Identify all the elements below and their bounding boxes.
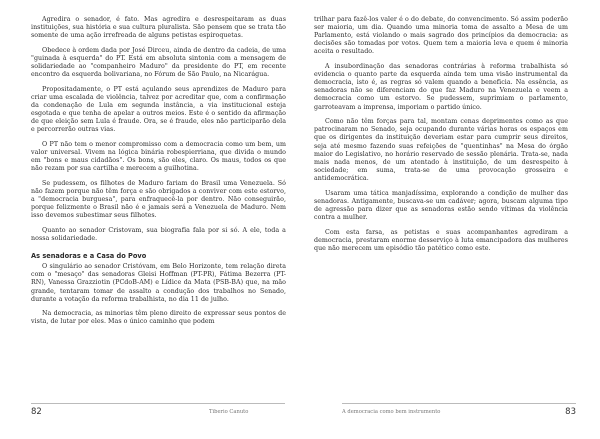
paragraph: A insubordinação das senadoras contrárias à reforma trabalhista só evidencia o quanto parte da esquerda ainda tem uma visão instrumental da democracia, isto é, as regras só valem quando a beneficia. Na essência, as senadoras não se diferenciam do que faz Maduro na Venezuela e veem a democracia como um estorvo. Se pudessem, suprimiam o parlamento, garroteavam a imprensa, imporiam o partido único. — [314, 63, 568, 111]
page-number: 82 — [31, 407, 42, 417]
paragraph: Como não têm forças para tal, montam cenas deprimentes como as que patrocinaram no Senado, seja ocupando durante várias horas os espaços em que os dirigentes da instituição deveriam estar para cumprir seus direitos, seja até mesmo fazendo suas refeições de "quentinhas" na Mesa do órgão maior do Legislativo, no horário reservado de sessão plenária. Trata-se, nada mais nada menos, de um atentado à instituição, de um desrespeito à sociedade; em suma, trata-se de uma provocação grosseira e antidemocrática. — [314, 118, 568, 182]
paragraph: Na democracia, as minorias têm pleno direito de expressar seus pontos de vista, de lutar por eles. Mas o único caminho que podem — [31, 310, 286, 326]
paragraph: Usaram uma tática manjadíssima, explorando a condição de mulher das senadoras. Antigamente, buscava-se um cadáver; agora, buscam alguma tipo de agressão para dizer que as senadoras estão sendo vítimas da violência contra a mulher. — [314, 189, 568, 221]
paragraph: Com esta farsa, as petistas e suas acompanhantes agrediram a democracia, prestaram enorme desserviço à luta emancipadora das mulheres que não merecem um episódio tão patético como este. — [314, 228, 568, 252]
right-footer — [342, 403, 576, 418]
paragraph: trilhar para fazê-los valer é o do debate, do convencimento. Só assim poderão ser maioria, um dia. Quando uma minoria toma de assalto a Mesa de um Parlamento, está violando o mais sagrado dos princípios da democracia: as decisões são tomadas por votos. Quem tem a maioria leva e quem é minoria aceita o resultado. — [314, 16, 568, 56]
left-footer — [31, 403, 285, 418]
paragraph: O singulário ao senador Cristóvam, em Belo Horizonte, tem relação direta com o "mesaço" das senadoras Gleisi Hoffman (PT-PR), Fátima Bezerra (PT-RN), Vanessa Grazziotin (PCdoB-AM) e Lídice da Mata (PSB-BA) que, na mão grande, tentaram tomar de assalto a condução dos trabalhos no Senado, durante a votação da reforma trabalhista, no dia 11 de julho. — [31, 263, 286, 303]
paragraph: Se pudessem, os filhotes de Maduro fariam do Brasil uma Venezuela. Só não fazem porque não têm força e são obrigados a conviver com este estorvo, a "democracia burguesa", para enfraquecê-la por dentro. Não conseguirão, porque felizmente o Brasil não é e jamais será a Venezuela de Maduro. Nem isso devemos subestimar seus filhotes. — [31, 179, 286, 220]
paragraph: O PT não tem o menor compromisso com a democracia como um bem, um valor universal. Vivem na lógica binária robespierriana, que divida o mundo em "bons e maus cidadãos". Os bons, são eles, claro. Os maus, todos os que não rezam por sua cartilha e merecem a guilhotina. — [31, 141, 286, 173]
section-heading: As senadoras e a Casa do Povo — [31, 252, 147, 261]
paragraph: Quanto ao senador Cristovam, sua biografia fala por si só. A ele, toda a nossa solidariedade. — [31, 227, 286, 243]
right-page — [300, 0, 600, 439]
paragraph: Obedece à ordem dada por José Dirceu, ainda de dentro da cadeia, de uma "guinada à esquerda" do PT. Está em absoluta sintonia com a mensagem de solidariedade ao "companheiro Maduro" da presidente do PT, em recente encontro da esquerda bolivariana, no Fórum de São Paulo, na Nicarágua. — [31, 46, 286, 79]
running-head: Tiberio Canuto — [209, 409, 249, 415]
paragraph: Agredira o senador, é fato. Mas agredira e desrespeitaram as duas instituições, sua história e sua cultura pluralista. São pensem que se trata tão somente de uma ação irrefreada de alguns petistas espiroquetas. — [31, 16, 286, 40]
running-head: A democracia como bem instrumento — [342, 409, 441, 415]
paragraph: Propositadamente, o PT está açulando seus aprendizes de Maduro para criar uma escalada de violência, talvez por acreditar que, com a confirmação da condenação de Lula em segunda instância, a via institucional esteja esgotada e que tenha de apelar a outros meios. Este é o sentido da afirmação de que eleição sem Lula é fraude. Ora, se é fraude, eles não participarão dela e percorrerão outras vias. — [31, 85, 286, 134]
page-number: 83 — [565, 407, 576, 417]
